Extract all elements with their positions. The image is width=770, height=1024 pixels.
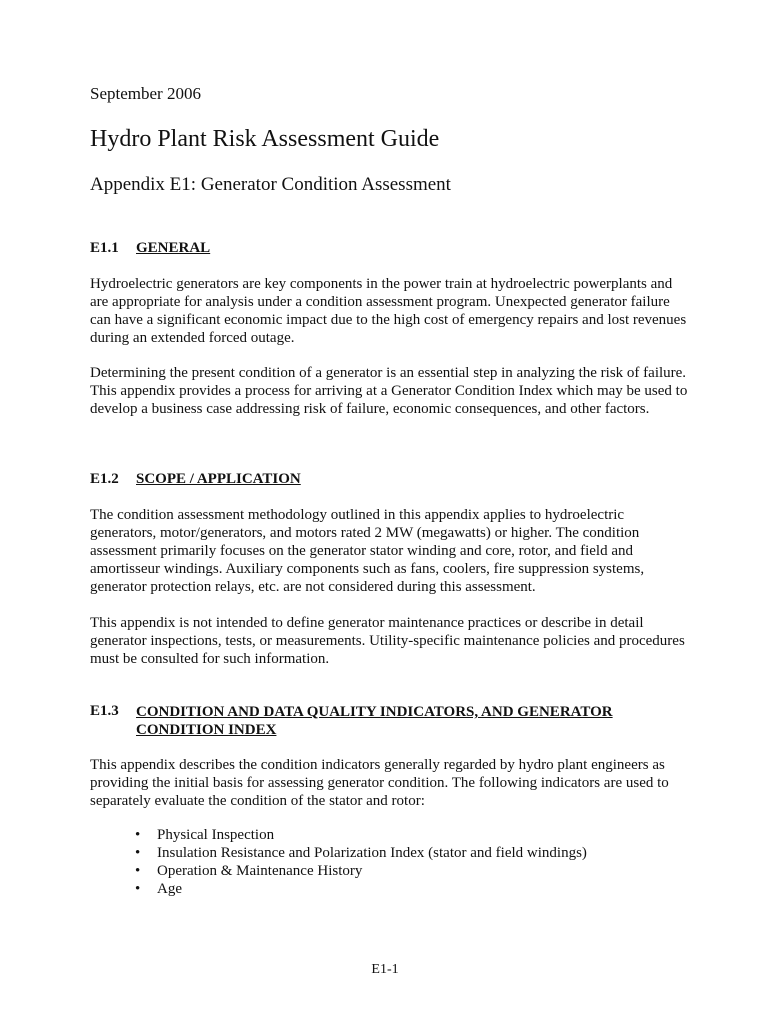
page-number: E1-1 — [371, 962, 399, 977]
paragraph-general-1: Hydroelectric generators are key components in the power train at hydroelectric powerplants and are appropriate for analysis under a condition assessment program. Unexpected generator failure can have a significant economic impact due to the high cost of emergency repairs and lost revenues during an extended forced outage. — [90, 276, 687, 346]
section-number: E1.2 — [90, 471, 119, 487]
bullet-icon: • — [135, 845, 141, 861]
paragraph-indicators-1: This appendix describes the condition indicators generally regarded by hydro plant engineers as providing the initial basis for assessing generator condition. The following indicators are used to separately evaluate the condition of the stator and rotor: — [90, 757, 669, 809]
document-title: Hydro Plant Risk Assessment Guide — [90, 126, 440, 152]
section-heading-e1-3 — [90, 703, 676, 739]
section-title: GENERAL — [136, 240, 211, 256]
list-item-text: Operation & Maintenance History — [157, 863, 363, 879]
section-heading-e1-2 — [90, 471, 301, 488]
section-title: CONDITION AND DATA QUALITY INDICATORS, AND GENERATOR CONDITION INDEX — [136, 704, 613, 738]
appendix-title: Appendix E1: Generator Condition Assessment — [90, 174, 451, 195]
section-number: E1.3 — [90, 703, 119, 719]
list-item-text: Age — [157, 881, 182, 897]
section-number: E1.1 — [90, 240, 119, 256]
paragraph-general-2: Determining the present condition of a generator is an essential step in analyzing the risk of failure. This appendix provides a process for arriving at a Generator Condition Index which may be used to develop a business case addressing risk of failure, economic consequences, and other factors. — [90, 365, 688, 417]
indicator-list — [135, 826, 587, 898]
paragraph-scope-2: This appendix is not intended to define generator maintenance practices or describe in detail generator inspections, tests, or measurements. Utility-specific maintenance policies and procedures must be consulted for such information. — [90, 615, 685, 667]
bullet-icon: • — [135, 863, 141, 879]
list-item — [135, 880, 587, 898]
paragraph-scope-1: The condition assessment methodology outlined in this appendix applies to hydroelectric generators, motor/generators, and motors rated 2 MW (megawatts) or higher. The condition assessment primarily focuses on the generator stator winding and core, rotor, and field and amortisseur windings. Auxiliary components such as fans, coolers, fire suppression systems, generator protection relays, etc. are not considered during this assessment. — [90, 507, 645, 595]
list-item-text: Physical Inspection — [157, 827, 275, 843]
list-item — [135, 862, 587, 880]
list-item-text: Insulation Resistance and Polarization Index (stator and field windings) — [157, 845, 587, 861]
bullet-icon: • — [135, 827, 141, 843]
list-item — [135, 844, 587, 862]
list-item — [135, 826, 587, 844]
section-title: SCOPE / APPLICATION — [136, 471, 301, 487]
bullet-icon: • — [135, 881, 141, 897]
section-heading-e1-1 — [90, 240, 210, 257]
document-date: September 2006 — [90, 84, 201, 103]
